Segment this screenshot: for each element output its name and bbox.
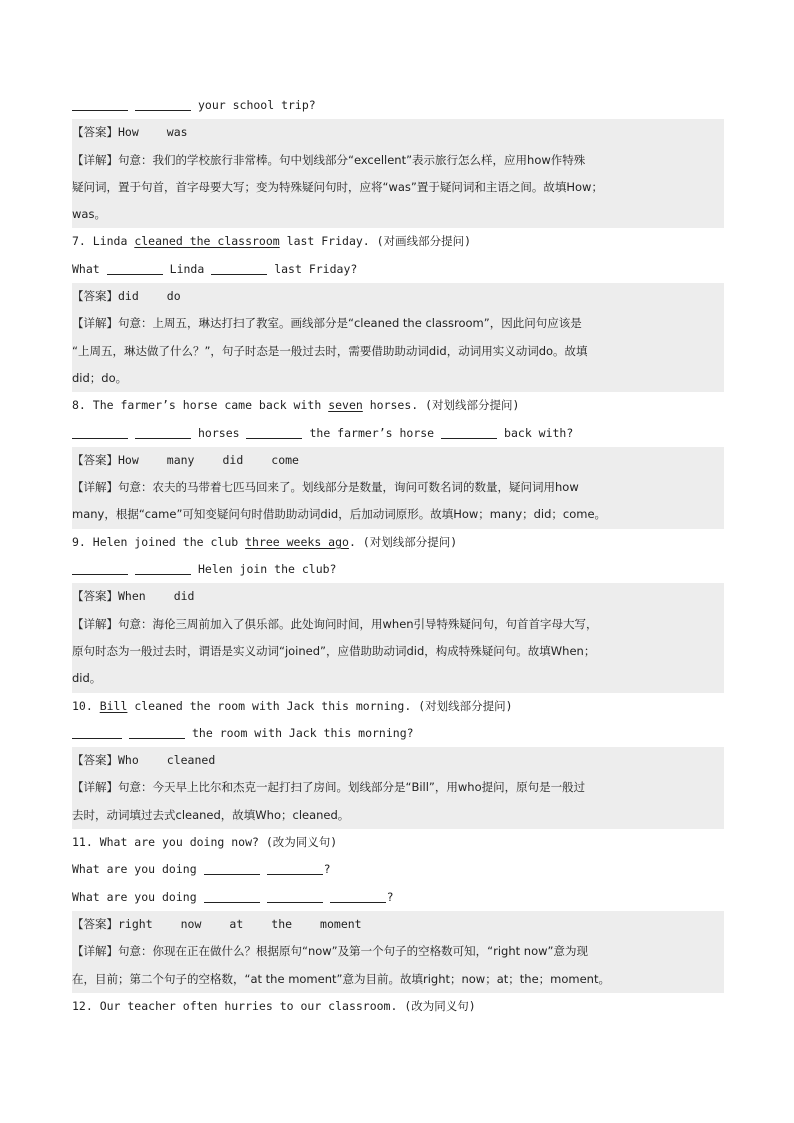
question-11-title: 11. What are you doing now? (改为同义句) xyxy=(72,835,338,850)
answer-blank[interactable] xyxy=(441,424,497,439)
question-7-answer: 【答案】did do xyxy=(72,283,724,310)
question-10-title: 10. Bill cleaned the room with Jack this morning. (对划线部分提问) xyxy=(72,698,513,713)
question-8-title: 8. The farmer’s horse came back with seven horses. (对划线部分提问) xyxy=(72,398,520,413)
answer-blank[interactable] xyxy=(72,424,128,439)
question-7-detail: “上周五，琳达做了什么？”，句子时态是一般过去时，需要借助助动词did，动词用实义动词do。故填 xyxy=(72,338,724,365)
question-6-detail: was。 xyxy=(72,201,724,228)
answer-blank[interactable] xyxy=(129,724,185,739)
answer-blank[interactable] xyxy=(135,424,191,439)
question-9-title: 9. Helen joined the club three weeks ago. (对划线部分提问) xyxy=(72,534,458,549)
question-8-detail: 【详解】句意：农夫的马带着七匹马回来了。划线部分是数量，询问可数名词的数量，疑问词用how xyxy=(72,474,724,501)
question-10-detail: 【详解】句意：今天早上比尔和杰克一起打扫了房间。划线部分是“Bill”，用who提问，原句是一般过 xyxy=(72,774,724,801)
question-12-title: 12. Our teacher often hurries to our classroom. (改为同义句) xyxy=(72,998,476,1013)
underlined-phrase: seven xyxy=(328,398,363,413)
underlined-phrase: cleaned the classroom xyxy=(134,234,280,249)
answer-blank[interactable] xyxy=(72,560,128,575)
question-6-detail: 【详解】句意：我们的学校旅行非常棒。句中划线部分“excellent”表示旅行怎么样，应用how作特殊 xyxy=(72,147,724,174)
underlined-phrase: three weeks ago xyxy=(245,534,349,549)
question-9-detail: 【详解】句意：海伦三周前加入了俱乐部。此处询问时间，用when引导特殊疑问句，句首首字母大写， xyxy=(72,611,724,638)
question-8-answer: 【答案】How many did come xyxy=(72,447,724,474)
question-10-prompt: the room with Jack this morning? xyxy=(72,720,724,747)
question-11-prompt-2: What are you doing ? xyxy=(72,889,394,904)
question-10-detail: 去时，动词填过去式cleaned，故填Who；cleaned。 xyxy=(72,802,724,829)
document-page xyxy=(72,92,724,1020)
answer-blank[interactable] xyxy=(135,96,191,111)
answer-blank[interactable] xyxy=(246,424,302,439)
answer-blank[interactable] xyxy=(204,860,260,875)
question-8-detail: many，根据“came”可知变疑问句时借助助动词did，后加动词原形。故填How；many；did；come。 xyxy=(72,501,724,528)
question-11-detail: 在，目前；第二个句子的空格数，“at the moment”意为目前。故填right；now；at；the；moment。 xyxy=(72,966,724,993)
question-6-answer: 【答案】How was xyxy=(72,119,724,146)
question-9-detail: did。 xyxy=(72,665,724,692)
underlined-phrase: Bill xyxy=(99,698,128,713)
question-8-prompt: horses the farmer’s horse back with? xyxy=(72,420,724,447)
answer-blank[interactable] xyxy=(107,260,163,275)
question-7-detail: did；do。 xyxy=(72,365,724,392)
answer-blank[interactable] xyxy=(204,888,260,903)
answer-blank[interactable] xyxy=(330,888,386,903)
answer-blank[interactable] xyxy=(267,888,323,903)
question-10-answer: 【答案】Who cleaned xyxy=(72,747,724,774)
question-7-prompt: What Linda last Friday? xyxy=(72,261,358,276)
answer-blank[interactable] xyxy=(72,724,122,739)
question-11-prompt-1: What are you doing ? xyxy=(72,862,331,877)
question-9-answer: 【答案】When did xyxy=(72,583,724,610)
question-6-prompt: your school trip? xyxy=(72,92,724,119)
answer-blank[interactable] xyxy=(135,560,191,575)
answer-blank[interactable] xyxy=(267,860,323,875)
question-11-answer: 【答案】right now at the moment xyxy=(72,911,724,938)
question-9-detail: 原句时态为一般过去时，谓语是实义动词“joined”，应借助助动词did，构成特殊疑问句。故填When； xyxy=(72,638,724,665)
question-11-detail: 【详解】句意：你现在正在做什么？根据原句“now”及第一个句子的空格数可知，“right now”意为现 xyxy=(72,938,724,965)
question-6-detail: 疑问词，置于句首，首字母要大写；变为特殊疑问句时，应将“was”置于疑问词和主语之间。故填How； xyxy=(72,174,724,201)
answer-blank[interactable] xyxy=(72,96,128,111)
question-7-title: 7. Linda cleaned the classroom last Friday. (对画线部分提问) xyxy=(72,234,471,249)
question-9-prompt: Helen join the club? xyxy=(72,556,724,583)
question-7-detail: 【详解】句意：上周五，琳达打扫了教室。画线部分是“cleaned the classroom”，因此问句应该是 xyxy=(72,310,724,337)
answer-blank[interactable] xyxy=(211,260,267,275)
